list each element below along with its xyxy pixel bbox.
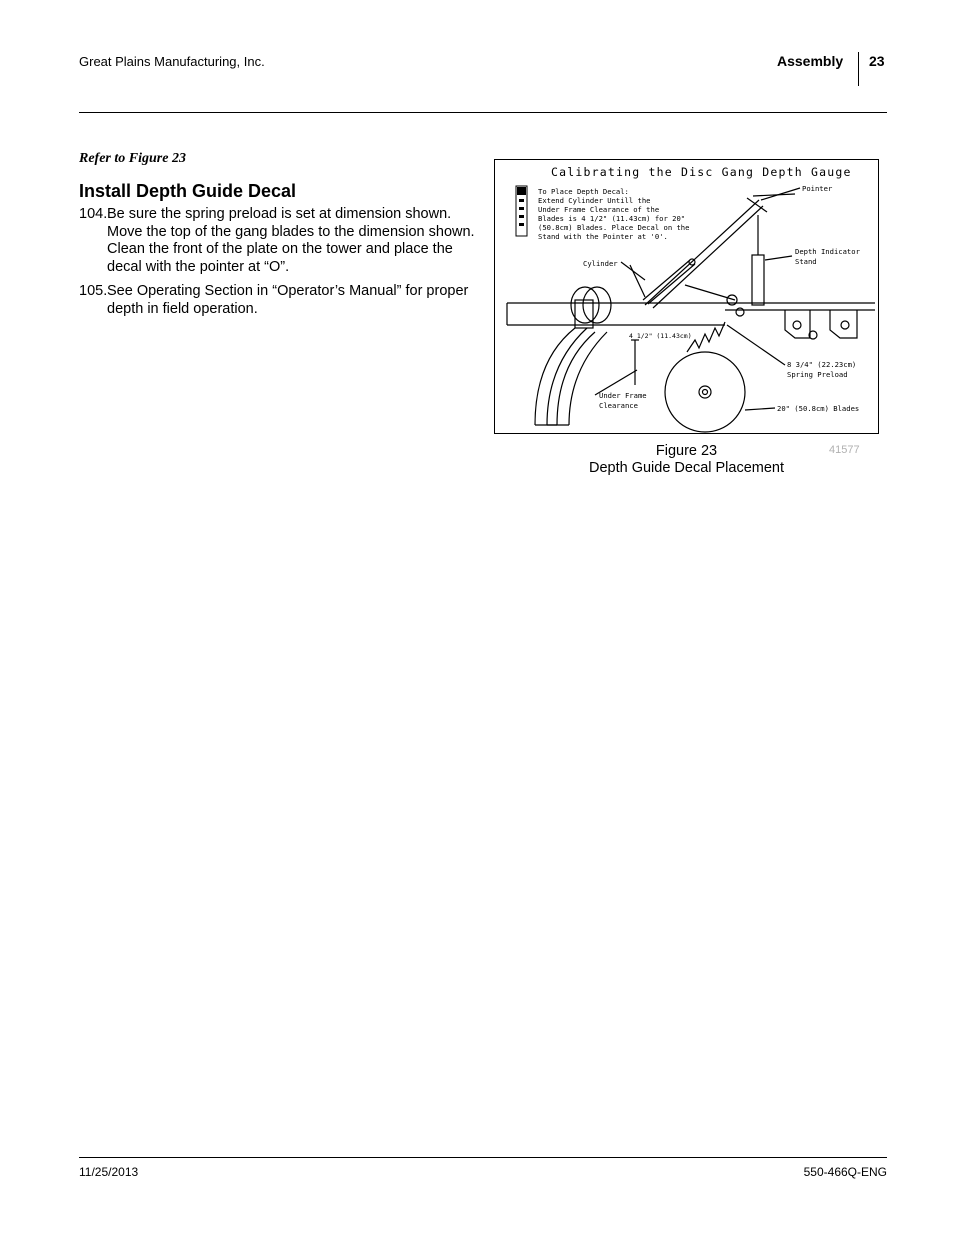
footer-date: 11/25/2013 bbox=[79, 1165, 139, 1179]
header-divider bbox=[858, 52, 859, 86]
instruction-line: Under Frame Clearance of the bbox=[538, 205, 660, 214]
depth-indicator-label: Depth Indicator bbox=[795, 247, 860, 256]
instruction-line: Blades is 4 1/2" (11.43cm) for 20" bbox=[538, 214, 686, 223]
figure-title: Calibrating the Disc Gang Depth Gauge bbox=[551, 165, 852, 179]
figure-id: 41577 bbox=[829, 444, 860, 456]
header-company: Great Plains Manufacturing, Inc. bbox=[79, 54, 265, 69]
figure-frame bbox=[494, 159, 879, 434]
header-section: Assembly bbox=[777, 53, 844, 69]
section-heading: Install Depth Guide Decal bbox=[79, 181, 297, 201]
page-number: 23 bbox=[869, 53, 885, 69]
step-text: Be sure the spring preload is set at dimension shown. Move the top of the gang blades to the dimension shown. Clean the front of the plate on the tower and place the decal with the pointer at “O”. bbox=[107, 206, 475, 275]
under-frame-label: Clearance bbox=[599, 401, 638, 410]
depth-indicator-label: Stand bbox=[795, 257, 817, 266]
footer-rule bbox=[79, 1157, 887, 1158]
step-number: 104. bbox=[79, 206, 108, 222]
footer-doc-number: 550-466Q-ENG bbox=[803, 1165, 887, 1179]
instruction-line: To Place Depth Decal: bbox=[538, 187, 629, 196]
step-104 bbox=[79, 206, 484, 276]
step-number: 105. bbox=[79, 283, 108, 299]
instruction-line: Stand with the Pointer at '0'. bbox=[538, 232, 668, 241]
header-rule bbox=[79, 112, 887, 113]
figure-number: Figure 23 bbox=[655, 443, 718, 459]
figure-caption: Depth Guide Decal Placement bbox=[588, 460, 785, 476]
depth-gauge-diagram bbox=[495, 160, 879, 434]
under-frame-label: Under Frame bbox=[599, 391, 647, 400]
step-105 bbox=[79, 283, 484, 318]
cylinder-label: Cylinder bbox=[583, 259, 618, 268]
decal-icon bbox=[516, 186, 527, 236]
spring-preload-label: Spring Preload bbox=[787, 370, 848, 379]
blades-label: 20" (50.8cm) Blades bbox=[777, 404, 860, 413]
step-text: See Operating Section in “Operator’s Manual” for proper depth in field operation. bbox=[107, 283, 469, 317]
instruction-line: (50.8cm) Blades. Place Decal on the bbox=[538, 223, 690, 232]
spring-preload-label: 8 3/4" (22.23cm) bbox=[787, 360, 857, 369]
pointer-label: Pointer bbox=[802, 184, 833, 193]
instruction-line: Extend Cylinder Untill the bbox=[538, 196, 651, 205]
refer-note: Refer to Figure 23 bbox=[79, 151, 186, 166]
clearance-dimension-label: 4 1/2" (11.43cm) bbox=[629, 332, 692, 340]
